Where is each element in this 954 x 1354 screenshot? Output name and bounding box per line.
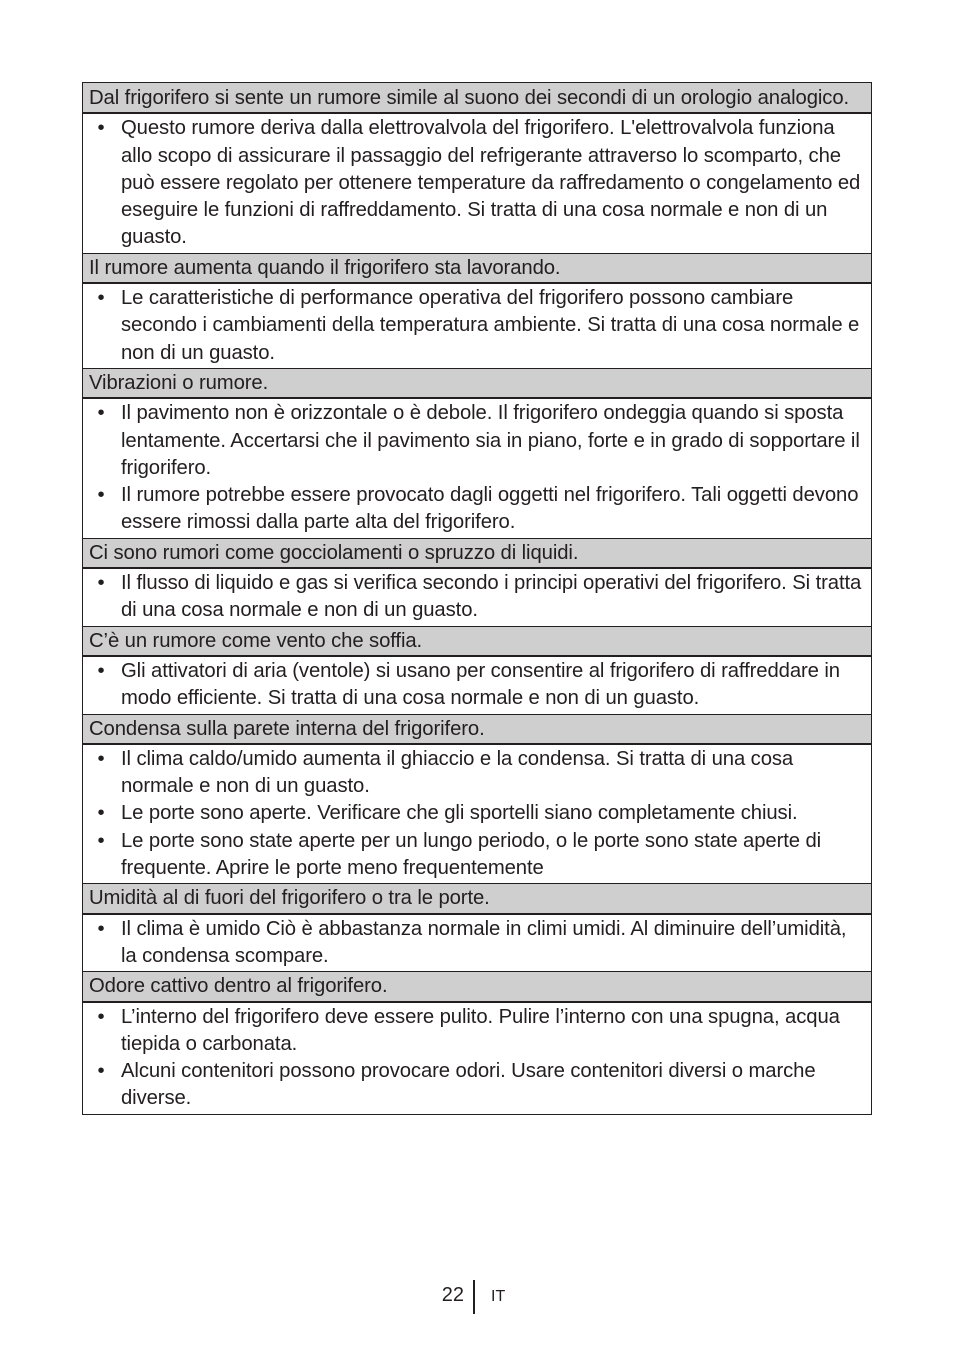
bullet-icon: •: [97, 402, 105, 425]
solution-cell: [83, 283, 872, 368]
solution-cell: [83, 568, 872, 626]
solution-cell: [83, 914, 872, 972]
solution-text: Questo rumore deriva dalla elettrovalvola del frigorifero. L'elettrovalvola funziona allo scopo di assicurare il passaggio del refrigerante attraverso lo scomparto, che può essere regolato per ottenere temperature da raffredamento o congelamento ed eseguire le funzioni di raffreddamento. Si tratta di una cosa normale e non di un guasto.: [121, 117, 861, 249]
bullet-icon: •: [97, 802, 105, 825]
solution-text: Le porte sono aperte. Verificare che gli sportelli siano completamente chiusi.: [121, 802, 798, 825]
solution-item: [89, 400, 865, 482]
solution-text: Il pavimento non è orizzontale o è debole. Il frigorifero ondeggia quando si sposta lentamente. Accertarsi che il pavimento sia in piano, forte e in grado di sopportare il frigorifero.: [121, 402, 860, 479]
solution-row: [83, 744, 872, 884]
solution-item: [89, 658, 865, 713]
problem-heading: C’è un rumore come vento che soffia.: [83, 626, 872, 656]
bullet-icon: •: [97, 572, 105, 595]
footer-divider: [473, 1280, 475, 1314]
solution-list: [89, 285, 865, 367]
problem-row: [83, 253, 872, 283]
solution-item: [89, 570, 865, 625]
solution-list: [89, 115, 865, 251]
solution-list: [89, 400, 865, 536]
solution-text: Le porte sono state aperte per un lungo periodo, o le porte sono state aperte di frequente. Aprire le porte meno frequentemente: [121, 829, 822, 880]
problem-row: [83, 626, 872, 656]
solution-text: Il clima caldo/umido aumenta il ghiaccio e la condensa. Si tratta di una cosa normale e non di un guasto.: [121, 747, 794, 798]
solution-item: [89, 828, 865, 883]
troubleshooting-table: [82, 82, 872, 1115]
solution-text: Il clima è umido Ciò è abbastanza normale in climi umidi. Al diminuire dell’umidità, la condensa scompare.: [121, 917, 847, 967]
problem-row: [83, 884, 872, 914]
solution-cell: [83, 1002, 872, 1115]
troubleshooting-content: [82, 82, 872, 1115]
solution-row: [83, 398, 872, 538]
problem-row: [83, 714, 872, 744]
bullet-icon: •: [97, 484, 105, 507]
solution-list: [89, 916, 865, 971]
problem-heading: Umidità al di fuori del frigorifero o tra le porte.: [83, 884, 872, 914]
solution-text: L’interno del frigorifero deve essere pulito. Pulire l’interno con una spugna, acqua tiepida o carbonata.: [121, 1005, 840, 1055]
bullet-icon: •: [97, 917, 105, 940]
solution-cell: [83, 744, 872, 884]
solution-item: [89, 285, 865, 367]
bullet-icon: •: [97, 1060, 105, 1083]
language-code: IT: [491, 1288, 506, 1305]
solution-row: [83, 914, 872, 972]
bullet-icon: •: [97, 747, 105, 770]
solution-list: [89, 570, 865, 625]
problem-row: [83, 368, 872, 398]
solution-item: [89, 746, 865, 801]
problem-heading: Ci sono rumori come gocciolamenti o spruzzo di liquidi.: [83, 538, 872, 568]
problem-heading: Dal frigorifero si sente un rumore simile al suono dei secondi di un orologio analogico.: [83, 83, 872, 114]
solution-row: [83, 568, 872, 626]
solution-row: [83, 283, 872, 368]
problem-row: [83, 83, 872, 114]
problem-heading: Condensa sulla parete interna del frigorifero.: [83, 714, 872, 744]
page-number: 22: [441, 1284, 464, 1306]
solution-cell: [83, 398, 872, 538]
solution-row: [83, 113, 872, 253]
solution-row: [83, 1002, 872, 1115]
problem-row: [83, 538, 872, 568]
solution-item: [89, 916, 865, 971]
solution-text: Alcuni contenitori possono provocare odori. Usare contenitori diversi o marche diverse.: [121, 1060, 816, 1110]
problem-heading: Il rumore aumenta quando il frigorifero sta lavorando.: [83, 253, 872, 283]
bullet-icon: •: [97, 1005, 105, 1028]
solution-item: [89, 115, 865, 251]
bullet-icon: •: [97, 117, 105, 140]
solution-list: [89, 1004, 865, 1113]
solution-list: [89, 658, 865, 713]
solution-text: Il rumore potrebbe essere provocato dagli oggetti nel frigorifero. Tali oggetti devono essere rimossi dalla parte alta del frigorifero.: [121, 484, 859, 534]
solution-list: [89, 746, 865, 882]
solution-text: Il flusso di liquido e gas si verifica secondo i principi operativi del frigorifero. Si tratta di una cosa normale e non di un guasto.: [121, 572, 862, 622]
solution-item: [89, 1058, 865, 1113]
problem-heading: Vibrazioni o rumore.: [83, 368, 872, 398]
problem-row: [83, 972, 872, 1002]
solution-text: Le caratteristiche di performance operativa del frigorifero possono cambiare secondo i cambiamenti della temperatura ambiente. Si tratta di una cosa normale e non di un guasto.: [121, 287, 860, 364]
bullet-icon: •: [97, 829, 105, 852]
solution-cell: [83, 113, 872, 253]
solution-item: [89, 482, 865, 537]
bullet-icon: •: [97, 659, 105, 682]
solution-item: [89, 800, 865, 827]
solution-text: Gli attivatori di aria (ventole) si usano per consentire al frigorifero di raffreddare in modo efficiente. Si tratta di una cosa normale e non di un guasto.: [121, 659, 840, 710]
page-footer: [0, 1280, 954, 1314]
solution-row: [83, 656, 872, 714]
problem-heading: Odore cattivo dentro al frigorifero.: [83, 972, 872, 1002]
solution-item: [89, 1004, 865, 1059]
bullet-icon: •: [97, 287, 105, 310]
solution-cell: [83, 656, 872, 714]
